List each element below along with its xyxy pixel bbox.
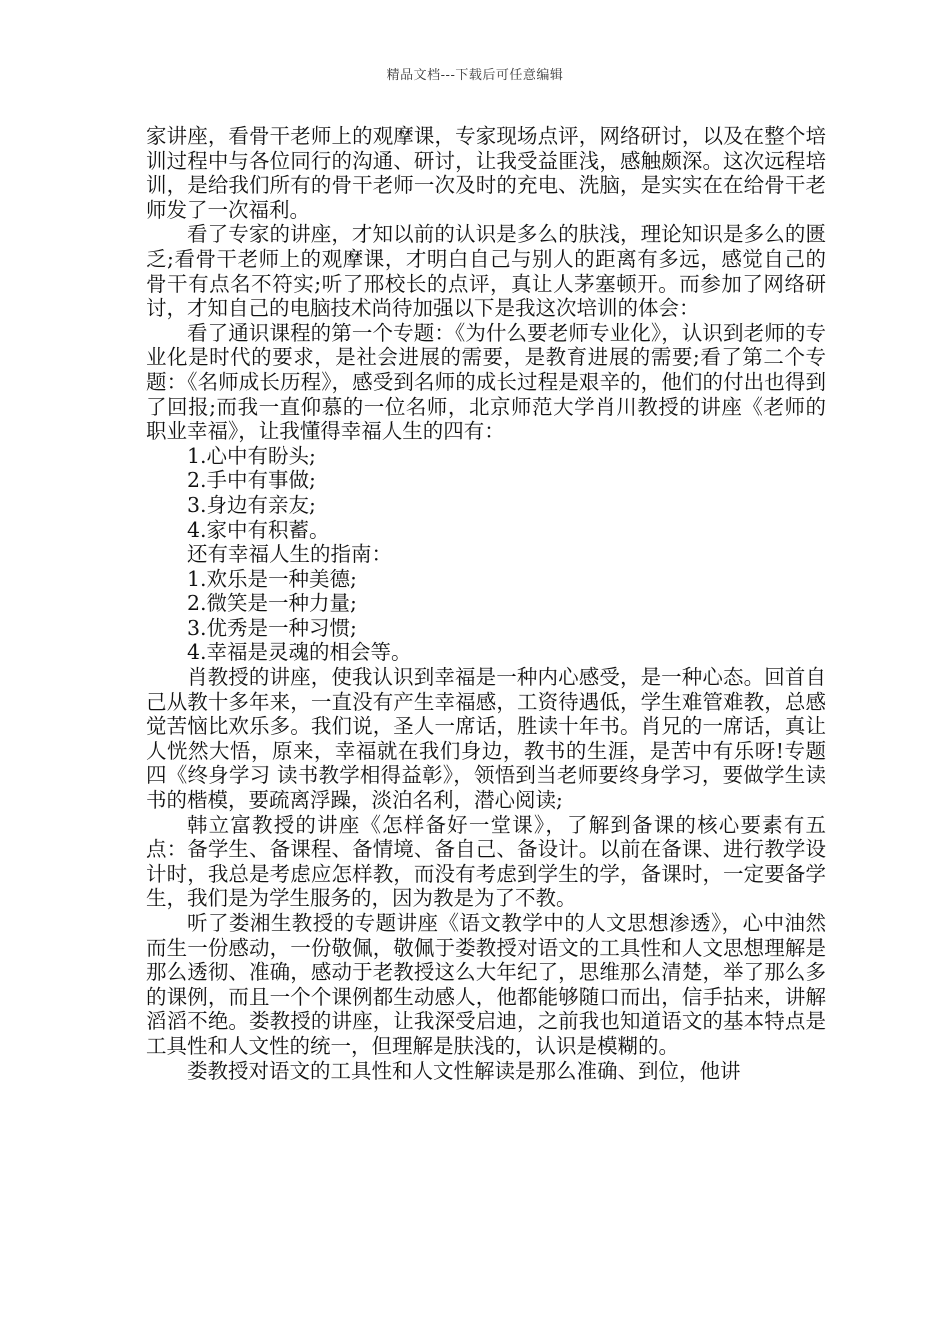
paragraph: 韩立富教授的讲座《怎样备好一堂课》，了解到备课的核心要素有五点：备学生、备课程、备情境、备自己、备设计。以前在备课、进行教学设计时，我总是考虑应怎样教，而没有考虑到学生的学，备课时，一定要备学生，我们是为学生服务的，因为教是为了不教。 — [146, 812, 826, 911]
list-item: 2.微笑是一种力量; — [187, 591, 357, 616]
list-item: 3.优秀是一种习惯; — [187, 615, 357, 640]
list-item: 4.家中有积蓄。 — [187, 517, 330, 542]
paragraph: 看了专家的讲座，才知以前的认识是多么的肤浅，理论知识是多么的匮乏;看骨干老师上的观摩课，才明白自己与别人的距离有多远，感觉自己的骨干有点名不符实;听了邢校长的点评，真让人茅塞顿开。而参加了网络研讨，才知自己的电脑技术尚待加强以下是我这次培训的体会： — [146, 222, 826, 321]
paragraph: 家讲座，看骨干老师上的观摩课，专家现场点评，网络研讨，以及在整个培训过程中与各位同行的沟通、研讨，让我受益匪浅，感触颇深。这次远程培训，是给我们所有的骨干老师一次及时的充电、洗脑，是实实在在给骨干老师发了一次福利。 — [146, 124, 826, 222]
paragraph: 还有幸福人生的指南： — [187, 542, 392, 567]
list-item: 2.手中有事做; — [187, 468, 316, 493]
list-item: 1.心中有盼头; — [187, 443, 316, 468]
list-item: 1.欢乐是一种美德; — [187, 566, 357, 591]
paragraph: 听了娄湘生教授的专题讲座《语文教学中的人文思想渗透》，心中油然而生一份感动，一份敬佩，敬佩于娄教授对语文的工具性和人文思想理解是那么透彻、准确，感动于老教授这么大年纪了，思维那么清楚，举了那么多的课例，而且一个个课例都生动感人，他都能够随口而出，信手拈来，讲解滔滔不绝。娄教授的讲座，让我深受启迪，之前我也知道语文的基本特点是工具性和人文性的统一，但理解是肤浅的，认识是模糊的。 — [146, 911, 826, 1058]
paragraph: 娄教授对语文的工具性和人文性解读是那么准确、到位，他讲 — [187, 1058, 741, 1083]
paragraph: 肖教授的讲座，使我认识到幸福是一种内心感受，是一种心态。回首自己从教十多年来，一直没有产生幸福感，工资待遇低，学生难管难教，总感觉苦恼比欢乐多。我们说，圣人一席话，胜读十年书。肖兄的一席话，真让人恍然大悟，原来，幸福就在我们身边，教书的生涯，是苦中有乐呀!专题四《终身学习 读书教学相得益彰》，领悟到当老师要终身学习，要做学生读书的楷模，要疏离浮躁，淡泊名利，潜心阅读; — [146, 665, 826, 813]
list-item: 4.幸福是灵魂的相会等。 — [187, 640, 412, 665]
page-header: 精品文档---下载后可任意编辑 — [386, 68, 564, 83]
paragraph: 看了通识课程的第一个专题：《为什么要老师专业化》，认识到老师的专业化是时代的要求，是社会进展的需要，是教育进展的需要;看了第二个专题：《名师成长历程》，感受到名师的成长过程是艰辛的，他们的付出也得到了回报;而我一直仰慕的一位名师，北京师范大学肖川教授的讲座《老师的职业幸福》，让我懂得幸福人生的四有： — [146, 320, 826, 444]
list-item: 3.身边有亲友; — [187, 492, 316, 517]
document-body — [146, 124, 826, 1083]
